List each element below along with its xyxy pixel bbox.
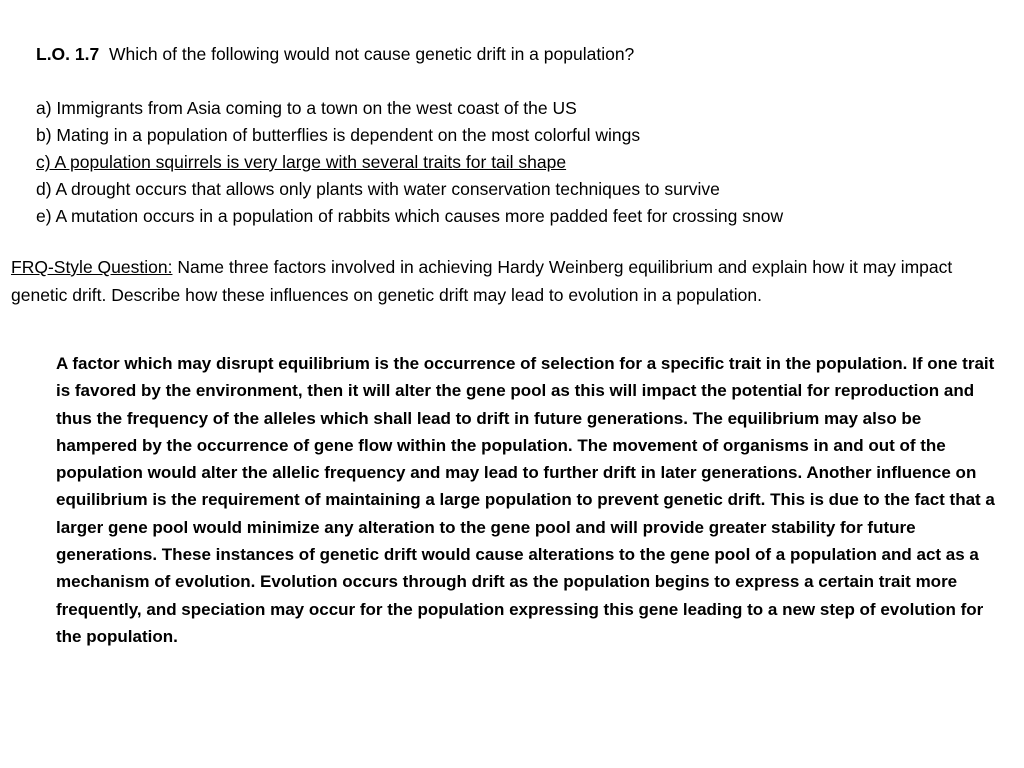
- question-line: [36, 41, 996, 68]
- frq-block: [11, 254, 1011, 309]
- option-e: e) A mutation occurs in a population of rabbits which causes more padded feet for crossing snow: [36, 206, 784, 226]
- spacer: [36, 68, 996, 95]
- learning-objective-label: L.O. 1.7: [36, 44, 100, 64]
- frq-answer: A factor which may disrupt equilibrium is the occurrence of selection for a specific trait in the population. If one trait is favored by the environment, then it will alter the gene pool as this will impact the potential for reproduction and thus the frequency of the alleles which shall lead to drift in future generations. The equilibrium may also be hampered by the occurrence of gene flow within the population. The movement of organisms in and out of the population would alter the allelic frequency and may lead to further drift in later generations. Another influence on equilibrium is the requirement of maintaining a large population to prevent genetic drift. This is due to the fact that a larger gene pool would minimize any alteration to the gene pool and will provide greater stability for future generations. These instances of genetic drift would cause alterations to the gene pool of a population and act as a mechanism of evolution. Evolution occurs through drift as the population begins to express a certain trait more frequently, and speciation may occur for the population expressing this gene leading to a new step of evolution for the population.: [56, 354, 995, 646]
- frq-label: FRQ-Style Question:: [11, 257, 173, 277]
- option-d: d) A drought occurs that allows only plants with water conservation techniques to survive: [36, 179, 720, 199]
- option-a: a) Immigrants from Asia coming to a town on the west coast of the US: [36, 98, 577, 118]
- option-b: b) Mating in a population of butterflies is dependent on the most colorful wings: [36, 125, 641, 145]
- option-c-correct-answer: c) A population squirrels is very large with several traits for tail shape: [36, 152, 567, 172]
- question-text: Which of the following would not cause genetic drift in a population?: [108, 44, 635, 64]
- question-block: [36, 41, 996, 230]
- frq-text: Name three factors involved in achieving Hardy Weinberg equilibrium and explain how it may impact genetic drift. Describe how these influences on genetic drift may lead to evolution in a population.: [11, 257, 953, 305]
